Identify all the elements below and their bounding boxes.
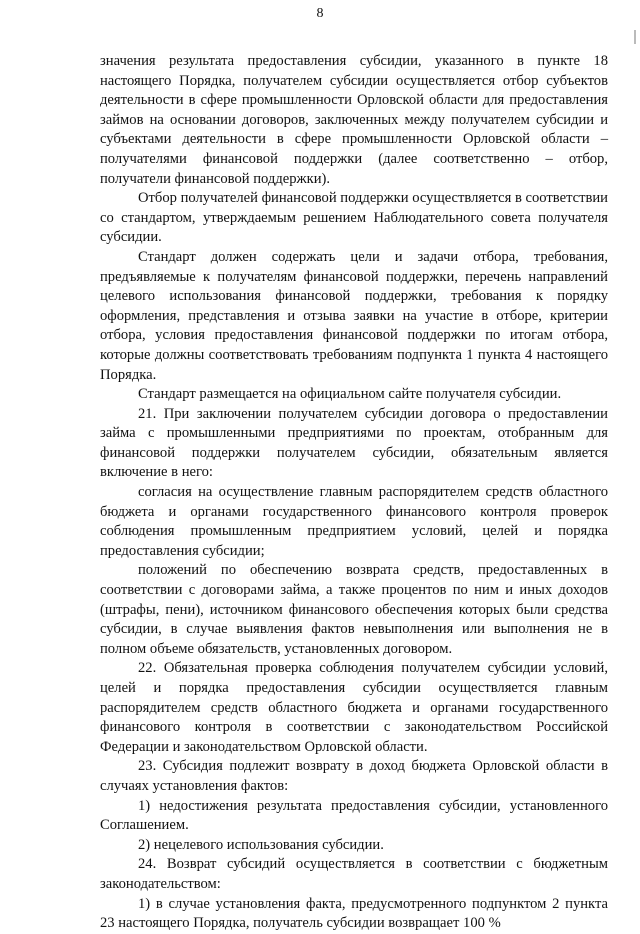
page-number: 8 [316,6,324,21]
paragraph-clause-22: 22. Обязательная проверка соблюдения получателем субсидии условий, целей и порядка предоставления субсидии осуществляется главным распорядителем средств областного бюджета и органами государственного финансового контроля в соответствии с законодательством Российской Федерации и законодательством Орловской области. [100,660,608,755]
paragraph-continuation: значения результата предоставления субсидии, указанного в пункте 18 настоящего Порядка, получателем субсидии осуществляется отбор субъектов деятельности в сфере промышленности Орловской области для предоставления займов на основании договоров, заключенных между получателем субсидии и субъектами деятельности в сфере промышленности Орловской области – получателями финансовой поддержки (далее соответственно – отбор, получатели финансовой поддержки). [100,53,608,187]
paragraph-consent: согласия на осуществление главным распорядителем средств областного бюджета и органами государственного финансового контроля проверок соблюдения промышленным предприятием условий, целей и порядка предоставления субсидии; [100,484,608,559]
paragraph-return-provisions: положений по обеспечению возврата средств, предоставленных в соответствии с договорами займа, а также процентов по ним и иных доходов (штрафы, пени), источником финансового обеспечения которых были средства субсидии, в случае выявления фактов невыполнения или выполнения не в полном объеме обязательств, установленных договором. [100,562,608,657]
paragraph-standard-contents: Стандарт должен содержать цели и задачи отбора, требования, предъявляемые к получателям финансовой поддержки, перечень направлений целевого использования финансовой поддержки, требования к порядку оформления, представления и отзыва заявки на участие в отборе, критерии отбора, условия предоставления финансовой поддержки по итогам отбора, которые должны соответствовать требованиям подпункта 1 пункта 4 настоящего Порядка. [100,248,608,383]
paragraph-clause-24-item-1: 1) в случае установления факта, предусмотренного подпунктом 2 пункта 23 настоящего Порядка, получатель субсидии возвращает 100 % [100,895,608,932]
paragraph-selection-standard: Отбор получателей финансовой поддержки осуществляется в соответствии со стандартом, утверждаемым решением Наблюдательного совета получателя субсидии. [100,190,608,246]
paragraph-clause-23-item-1: 1) недостижения результата предоставления субсидии, установленного Соглашением. [100,797,608,834]
scan-edge-mark [634,30,636,44]
paragraph-clause-23: 23. Субсидия подлежит возврату в доход бюджета Орловской области в случаях установления фактов: [100,758,608,794]
document-body [100,52,608,934]
paragraph-clause-21: 21. При заключении получателем субсидии договора о предоставлении займа с промышленными предприятиями по проектам, отобранным для финансовой поддержки получателем субсидии, обязательным является включение в него: [100,405,608,481]
paragraph-standard-publication: Стандарт размещается на официальном сайте получателя субсидии. [138,386,562,403]
paragraph-clause-24: 24. Возврат субсидий осуществляется в соответствии с бюджетным законодательством: [100,856,608,892]
paragraph-clause-23-item-2: 2) нецелевого использования субсидии. [138,836,384,853]
